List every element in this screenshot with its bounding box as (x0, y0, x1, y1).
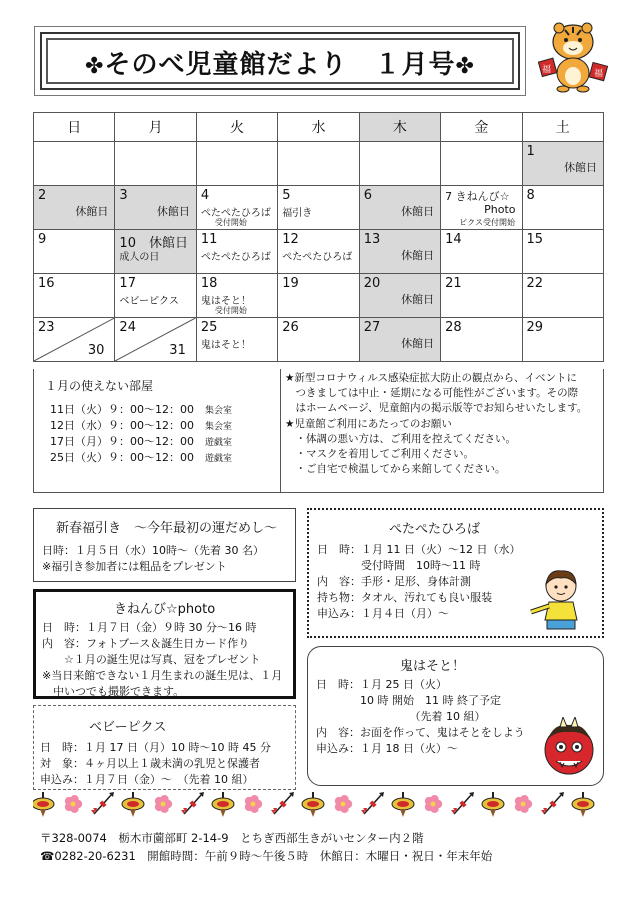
weekday-header: 木 (359, 113, 440, 142)
day-number: 4 (200, 188, 210, 203)
plum-blossom-icon (425, 795, 442, 813)
page-title (42, 44, 518, 81)
baby-pics-box (33, 705, 296, 790)
day-number: 27 (363, 320, 381, 335)
day-number: 23 (38, 320, 55, 335)
lucky-arrow-icon (541, 792, 564, 814)
plum-blossom-icon (65, 795, 82, 813)
oni-title: 鬼はそと！ (400, 659, 466, 674)
clover-icon: ✤ (455, 54, 475, 79)
day-number: 12 (282, 232, 299, 247)
room-date: 17日（月）９：00～12：00 (50, 435, 194, 448)
calendar-day-cell (196, 230, 277, 274)
unavailable-rooms-title: １月の使えない部屋 (45, 379, 154, 393)
calendar-day-cell (522, 142, 603, 186)
tiger-badge-left: 福 (542, 65, 552, 75)
kinenbi-line: ☆１月の誕生児は写真、冠をプレゼント (42, 653, 261, 666)
room-name: 集会室 (205, 422, 233, 432)
calendar-day-cell (359, 318, 440, 362)
plum-blossom-icon (245, 795, 262, 813)
oni-line: 内 容：お面を作って、鬼はそとをしよう (316, 726, 525, 739)
calendar-day-cell (359, 186, 440, 230)
day-number: 29 (526, 320, 544, 335)
footer-phone: ☎0282-20-6231 開館時間：午前９時～午後５時 休館日：木曜日・祝日・年末年始 (40, 849, 493, 863)
weekday-header: 月 (115, 113, 196, 142)
petapeta-line: 持ち物：タオル、汚れても良い服装 (317, 591, 493, 604)
kinenbi-text (42, 620, 282, 700)
day-number: 16 (38, 276, 55, 291)
notice-line: つきましては中止・延期になる可能性がございます。その際 (285, 387, 579, 400)
title-banner (40, 32, 520, 90)
day-event: ぺたぺたひろば (200, 208, 271, 219)
room-row (50, 417, 232, 433)
room-row (50, 433, 232, 449)
calendar-day-cell (441, 186, 522, 230)
spinning-top-icon (212, 792, 234, 817)
day-subnote: 受付開始 (214, 218, 247, 227)
spinning-top-icon (302, 792, 324, 817)
calendar-day-cell (359, 142, 440, 186)
day-number: 5 (282, 188, 291, 203)
day-event: 鬼はそと！ (200, 296, 251, 307)
calendar-day-cell (115, 230, 196, 274)
calendar-day-cell (34, 142, 115, 186)
oni-line: 10 時 開始 11 時 終了予定 (316, 694, 501, 707)
spinning-top-icon (33, 792, 54, 817)
lucky-arrow-icon (271, 792, 294, 814)
tiger-badge-right: 福 (594, 69, 604, 79)
day-number: 11 (200, 232, 218, 247)
baby-line: 申込み：１月７日（金）～ （先着 10 組） (40, 773, 254, 786)
fukubiki-line: ※福引き参加者には粗品をプレゼント (42, 560, 227, 573)
day-subnote: ピクス受付開始 (459, 218, 516, 227)
weekday-header: 火 (196, 113, 277, 142)
calendar-day-cell (522, 274, 603, 318)
day-note: 休館日 (401, 205, 435, 218)
calendar-day-cell (359, 274, 440, 318)
weekday-header: 水 (278, 113, 359, 142)
day-number: 25 (200, 320, 218, 335)
day-note: 30 (87, 343, 105, 358)
calendar-day-cell (34, 230, 115, 274)
calendar-week-row (34, 230, 604, 274)
petapeta-line: 受付時間 10時～11 時 (317, 559, 481, 572)
lucky-arrow-icon (91, 792, 114, 814)
day-note: 休館日 (75, 205, 109, 218)
room-date: 25日（火）９：00～12：00 (50, 451, 194, 464)
oni-line: 日 時：１月 25 日（火） (316, 678, 447, 691)
lucky-arrow-icon (451, 792, 474, 814)
day-event: ベビーピクス (119, 296, 179, 307)
lucky-arrow-icon (361, 792, 384, 814)
room-name: 集会室 (205, 406, 233, 416)
baby-title: ベビーピクス (89, 720, 167, 735)
calendar-day-cell (278, 186, 359, 230)
day-note: 休館日 (401, 249, 435, 262)
day-note: 休館日 (564, 161, 597, 174)
day-note: Photo (484, 203, 516, 216)
calendar-week-row (34, 186, 604, 230)
plum-blossom-icon (335, 795, 352, 813)
room-date: 11日（火）９：00～12：00 (50, 403, 194, 416)
oni-line: （先着 10 組） (316, 710, 486, 723)
spinning-top-icon (392, 792, 414, 817)
calendar-day-cell (278, 142, 359, 186)
calendar-day-cell (441, 318, 522, 362)
calendar-day-cell (115, 274, 196, 318)
spinning-top-icon (482, 792, 504, 817)
day-number: 3 (119, 188, 128, 203)
calendar-day-cell (522, 318, 603, 362)
kinenbi-title: きねんび☆photo (114, 602, 216, 617)
day-event: ぺたぺたひろば (282, 252, 353, 263)
new-year-ornament-border (33, 790, 608, 824)
baby-line: 対 象：４ヶ月以上１歳未満の乳児と保護者 (40, 757, 260, 770)
baby-line: 日 時：１月 17 日（月）10 時～10 時 45 分 (40, 741, 271, 754)
calendar-day-cell (278, 274, 359, 318)
calendar-day-cell (196, 142, 277, 186)
day-number: 10 休館日 (119, 236, 188, 251)
calendar-day-cell (441, 142, 522, 186)
kinenbi-line: 日 時：１月７日（金）９時 30 分～16 時 (42, 621, 257, 634)
day-event: 鬼はそと！ (200, 340, 251, 351)
oni-text (316, 677, 525, 757)
calendar-day-cell (34, 274, 115, 318)
fukubiki-line: 日時：１月５日（水）10時～（先着 30 名） (42, 544, 264, 557)
notice-line: ・マスクを着用してご利用ください。 (285, 448, 474, 461)
weekday-header: 日 (34, 113, 115, 142)
petapeta-line: 申込み：１月４日（月）～ (317, 607, 449, 620)
plum-blossom-icon (515, 795, 532, 813)
notice-line: ・ご自宅で検温してから来館してください。 (285, 463, 506, 476)
day-number: 22 (526, 276, 544, 291)
spinning-top-icon (122, 792, 144, 817)
notice-line: ・体調の悪い方は、ご利用を控えてください。 (285, 432, 516, 445)
day-note: 休館日 (401, 337, 435, 350)
room-name: 遊戯室 (205, 438, 233, 448)
day-event: ぺたぺたひろば (200, 252, 271, 263)
day-number: 26 (282, 320, 299, 335)
day-number: 14 (445, 232, 462, 247)
notice-divider (280, 369, 281, 493)
calendar-day-cell (441, 230, 522, 274)
kinenbi-line: 内 容：フォトブース＆誕生日カード作り (42, 637, 250, 650)
calendar-day-cell (278, 318, 359, 362)
kinenbi-line: 中いつでも撮影できます。 (42, 685, 185, 698)
petapeta-line: 日 時：１月 11 日（火）～12 日（水） (317, 543, 521, 556)
red-oni-icon (540, 717, 598, 779)
notice-line: ★新型コロナウィルス感染症拡大防止の観点から、イベントに (285, 372, 577, 384)
calendar-day-cell (196, 274, 277, 318)
day-number: 19 (282, 276, 299, 291)
page-title-text: そのべ児童館だより １月号 (104, 50, 456, 80)
day-subnote: 受付開始 (214, 306, 247, 315)
day-number: 13 (363, 232, 381, 247)
notice-line: ★児童館ご利用にあたってのお願い (285, 417, 452, 430)
calendar-header-row (34, 113, 604, 142)
kinenbi-photo-box (33, 589, 296, 699)
clover-icon: ✤ (85, 54, 105, 79)
calendar-day-cell (441, 274, 522, 318)
petapeta-title: ぺたぺたひろば (389, 522, 481, 537)
day-number: 7 きねんび☆ (445, 190, 510, 203)
day-number: 21 (445, 276, 462, 291)
footer-address: 〒328-0074 栃木市薗部町 2-14-9 とちぎ西部生きがいセンター内２階 (40, 831, 424, 845)
fukubiki-box (33, 508, 296, 582)
calendar-day-cell (115, 186, 196, 230)
notice-line: はホームページ、児童館内の掲示版等でお知らせいたします。 (285, 402, 588, 415)
petapeta-text (317, 542, 520, 622)
spinning-top-icon (572, 792, 594, 817)
fukubiki-title: 新春福引き ～今年最初の運だめし～ (56, 521, 278, 536)
day-event: 福引き (282, 208, 313, 219)
petapeta-box (307, 508, 604, 638)
weekday-header: 土 (522, 113, 603, 142)
day-number: 15 (526, 232, 544, 247)
kinenbi-line: ※当日来館できない１月生まれの誕生児は、１月 (42, 669, 283, 682)
day-number: 6 (363, 188, 372, 203)
day-note: 休館日 (156, 205, 190, 218)
calendar-week-row (34, 318, 604, 362)
petapeta-line: 内 容：手形・足形、身体計測 (317, 575, 471, 588)
room-row (50, 401, 232, 417)
day-number: 17 (119, 276, 136, 291)
plum-blossom-icon (155, 795, 172, 813)
day-number: 18 (200, 276, 218, 291)
day-number: 8 (526, 188, 535, 203)
calendar-day-cell (34, 318, 115, 362)
weekday-header: 金 (441, 113, 522, 142)
day-number: 28 (445, 320, 462, 335)
calendar-day-cell (34, 186, 115, 230)
calendar-day-cell (196, 318, 277, 362)
calendar-week-row (34, 142, 604, 186)
room-name: 遊戯室 (205, 454, 233, 464)
tiger-mascot-icon (535, 18, 610, 98)
day-note: 31 (169, 343, 186, 358)
day-number: 20 (363, 276, 381, 291)
calendar-day-cell (359, 230, 440, 274)
calendar-week-row (34, 274, 604, 318)
room-row (50, 449, 232, 465)
day-number: 2 (38, 188, 47, 203)
child-illustration-icon (529, 566, 597, 634)
calendar-day-cell (522, 230, 603, 274)
day-note: 休館日 (401, 293, 435, 306)
calendar-day-cell (278, 230, 359, 274)
covid-notice (285, 371, 603, 477)
fukubiki-text (42, 543, 264, 575)
calendar-day-cell (196, 186, 277, 230)
day-event: 成人の日 (119, 252, 160, 263)
calendar-day-cell (115, 318, 196, 362)
oni-line: 申込み：１月 18 日（火）～ (316, 742, 458, 755)
calendar-day-cell (522, 186, 603, 230)
lucky-arrow-icon (181, 792, 204, 814)
day-number: 24 (119, 320, 136, 335)
calendar-table (33, 112, 604, 362)
room-date: 12日（水）９：00～12：00 (50, 419, 194, 432)
calendar-day-cell (115, 142, 196, 186)
day-number: 1 (526, 144, 535, 159)
day-number: 9 (38, 232, 47, 247)
baby-text (40, 740, 271, 788)
oni-wa-soto-box (307, 646, 604, 786)
